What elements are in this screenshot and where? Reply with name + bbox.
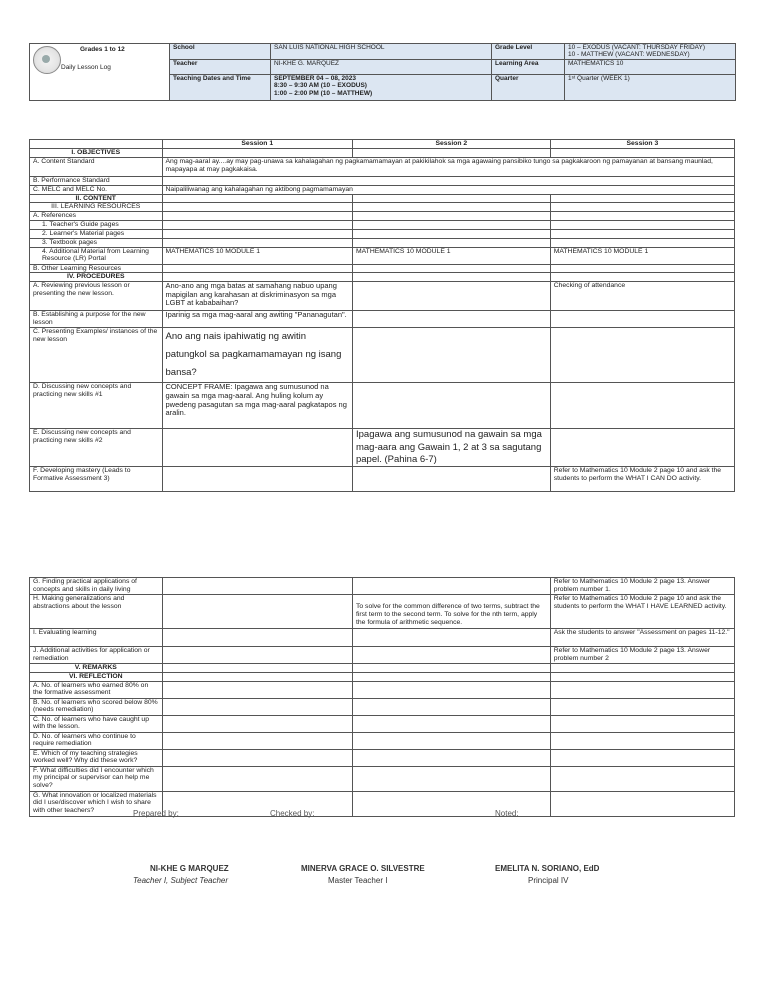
header-table bbox=[29, 43, 736, 101]
prepared-by-label: Prepared by: bbox=[133, 809, 179, 818]
teacher-value: NI-KHE G. MARQUEZ bbox=[271, 59, 492, 74]
procedure-d-label: D. Discussing new concepts and practicing new skills #1 bbox=[30, 383, 163, 429]
performance-standard-label: B. Performance Standard bbox=[30, 176, 163, 185]
module-session-1: MATHEMATICS 10 MODULE 1 bbox=[162, 247, 352, 264]
procedure-b-label: B. Establishing a purpose for the new lesson bbox=[30, 311, 163, 328]
grades-label: Grades 1 to 12 bbox=[80, 46, 125, 53]
header-logo-cell bbox=[30, 44, 170, 101]
prepared-by-name: NI-KHE G MARQUEZ bbox=[150, 864, 229, 873]
noted-by-name: EMELITA N. SORIANO, EdD bbox=[495, 864, 600, 873]
procedure-i-label: I. Evaluating learning bbox=[30, 629, 163, 647]
daily-lesson-log-title: Daily Lesson Log bbox=[61, 64, 111, 71]
school-value: SAN LUIS NATIONAL HIGH SCHOOL bbox=[271, 44, 492, 60]
session-3-header: Session 3 bbox=[550, 140, 734, 149]
checked-by-label: Checked by: bbox=[270, 809, 315, 818]
checked-by-name: MINERVA GRACE O. SILVESTRE bbox=[301, 864, 425, 873]
procedure-c-session-1: Ano ang nais ipahiwatig ng awitin patungkol sa pagkamamamayan ng isang bansa? bbox=[162, 328, 352, 383]
dates-label: Teaching Dates and Time bbox=[170, 74, 271, 100]
procedure-a-session-3: Checking of attendance bbox=[550, 282, 734, 311]
checked-by-role: Master Teacher I bbox=[328, 876, 388, 885]
procedure-j-label: J. Additional activities for application or remediation bbox=[30, 647, 163, 664]
procedure-a-label: A. Reviewing previous lesson or presenting the new lesson. bbox=[30, 282, 163, 311]
dates-line-2: 8:30 – 9:30 AM (10 – EXODUS) bbox=[274, 82, 367, 90]
procedure-f-label: F. Developing mastery (Leads to Formative Assessment 3) bbox=[30, 467, 163, 492]
learning-area-label: Learning Area bbox=[492, 59, 565, 74]
content-standard-value: Ang mag-aaral ay....ay may pag-unawa sa kahalagahan ng pagkamamamayan at pakikilahok sa mga agawaing pansibiko tungo sa pagkakaroon ng pamayanan at bansang maunlad, mapayapa at may pagkakaisa. bbox=[162, 157, 735, 176]
procedure-f-session-3: Refer to Mathematics 10 Module 2 page 10 and ask the students to perform the WHAT I CAN DO activity. bbox=[550, 467, 734, 492]
procedure-c-label: C. Presenting Examples/ instances of the new lesson bbox=[30, 328, 163, 383]
procedure-a-session-1: Ano-ano ang mga batas at samahang nabuo upang mapigilan ang karahasan at diskriminasyon sa mga LGBT at kababaihan? bbox=[162, 282, 352, 311]
additional-material-label: 4. Additional Material from Learning Resource (LR) Portal bbox=[30, 247, 163, 264]
quarter-label: Quarter bbox=[492, 74, 565, 100]
teachers-guide-label: 1. Teacher's Guide pages bbox=[30, 221, 163, 230]
procedure-d-session-1: CONCEPT FRAME: Ipagawa ang sumusunod na gawain sa mga mag-aaral. Ang huling kolum ay pwedeng pasagutan sa mga mag-aaral pagkatapos ng aralin. bbox=[162, 383, 352, 429]
procedure-h-session-3: Refer to Mathematics 10 Module 2 page 10 and ask the students to perform the WHAT I HAVE LEARNED activity. bbox=[550, 595, 734, 629]
teacher-label: Teacher bbox=[170, 59, 271, 74]
reflection-g-label: G. What innovation or localized materials did I use/discover which I wish to share with other teachers? bbox=[30, 791, 163, 816]
learners-material-label: 2. Learner's Material pages bbox=[30, 229, 163, 238]
noted-label: Noted: bbox=[495, 809, 519, 818]
prepared-by-role: Teacher I, Subject Teacher bbox=[133, 876, 229, 885]
content-heading: II. CONTENT bbox=[30, 194, 163, 203]
quarter-value: 1ˢᵗ Quarter (WEEK 1) bbox=[565, 74, 736, 100]
procedure-g-label: G. Finding practical applications of concepts and skills in daily living bbox=[30, 578, 163, 595]
dates-line-3: 1:00 – 2:00 PM (10 – MATTHEW) bbox=[274, 89, 373, 97]
learning-area-value: MATHEMATICS 10 bbox=[565, 59, 736, 74]
corner-cell bbox=[30, 140, 163, 149]
procedures-heading: IV. PROCEDURES bbox=[30, 273, 163, 282]
module-session-3: MATHEMATICS 10 MODULE 1 bbox=[550, 247, 734, 264]
noted-by-role: Principal IV bbox=[528, 876, 569, 885]
lesson-table-part-2 bbox=[29, 577, 735, 817]
content-standard-label: A. Content Standard bbox=[30, 157, 163, 176]
procedure-i-session-3: Ask the students to answer "Assessment on pages 11-12." bbox=[550, 629, 734, 647]
school-label: School bbox=[170, 44, 271, 60]
dates-value bbox=[271, 74, 492, 100]
learning-resources-heading: III. LEARNING RESOURCES bbox=[30, 203, 163, 212]
reflection-b-label: B. No. of learners who scored below 80% (needs remediation) bbox=[30, 698, 163, 715]
session-2-header: Session 2 bbox=[352, 140, 550, 149]
lesson-table-part-1 bbox=[29, 139, 735, 492]
reflection-a-label: A. No. of learners who earned 80% on the formative assessment bbox=[30, 681, 163, 698]
reflection-f-label: F. What difficulties did I encounter which my principal or supervisor can help me solve? bbox=[30, 766, 163, 791]
grade-level-value bbox=[565, 44, 736, 60]
reflection-e-label: E. Which of my teaching strategies worked well? Why did these work? bbox=[30, 749, 163, 766]
reflection-d-label: D. No. of learners who continue to require remediation bbox=[30, 732, 163, 749]
melc-label: C. MELC and MELC No. bbox=[30, 185, 163, 194]
other-resources-label: B. Other Learning Resources bbox=[30, 264, 163, 273]
textbook-label: 3. Textbook pages bbox=[30, 238, 163, 247]
procedure-g-session-3: Refer to Mathematics 10 Module 2 page 13. Answer problem number 1. bbox=[550, 578, 734, 595]
procedure-e-session-2: Ipagawa ang sumusunod na gawain sa mga mag-aara ang Gawain 1, 2 at 3 sa sagutang papel. (Pahina 6-7) bbox=[352, 429, 550, 467]
session-1-header: Session 1 bbox=[162, 140, 352, 149]
melc-value: Naipaliliwanag ang kahalagahan ng aktibong pagmamamayan bbox=[162, 185, 735, 194]
procedure-b-session-1: Iparinig sa mga mag-aaral ang awiting "Pananagutan". bbox=[162, 311, 352, 328]
procedure-h-session-2: To solve for the common difference of two terms, subtract the first term to the second term. To solve for the nth term, apply the formula of arithmetic sequence. bbox=[352, 595, 550, 629]
grade-level-label: Grade Level bbox=[492, 44, 565, 60]
remarks-heading: V. REMARKS bbox=[30, 664, 163, 673]
deped-seal-logo bbox=[33, 46, 61, 74]
objectives-heading: I. OBJECTIVES bbox=[30, 149, 163, 158]
grade-level-line-1: 10 – EXODUS (VACANT: THURSDAY FRIDAY) bbox=[568, 44, 706, 51]
references-label: A. References bbox=[30, 212, 163, 221]
module-session-2: MATHEMATICS 10 MODULE 1 bbox=[352, 247, 550, 264]
grade-level-line-2: 10 - MATTHEW (VACANT: WEDNESDAY) bbox=[568, 51, 690, 59]
procedure-e-label: E. Discussing new concepts and practicing new skills #2 bbox=[30, 429, 163, 467]
procedure-j-session-3: Refer to Mathematics 10 Module 2 page 13. Answer problem number 2 bbox=[550, 647, 734, 664]
reflection-heading: VI. REFLECTION bbox=[30, 672, 163, 681]
procedure-h-label: H. Making generalizations and abstractions about the lesson bbox=[30, 595, 163, 629]
dates-line-1: SEPTEMBER 04 – 08, 2023 bbox=[274, 74, 357, 82]
reflection-c-label: C. No. of learners who have caught up with the lesson. bbox=[30, 715, 163, 732]
